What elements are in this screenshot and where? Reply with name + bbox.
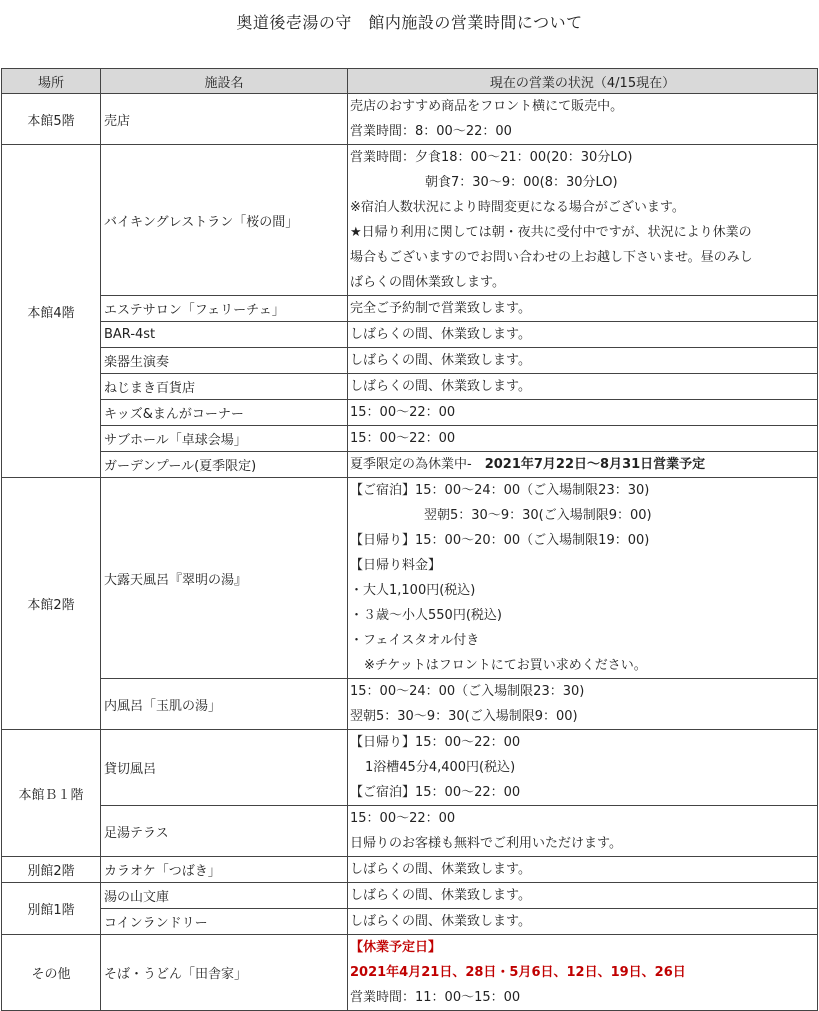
facility-cell: コインランドリー — [101, 909, 348, 935]
facility-cell: 内風呂「玉肌の湯」 — [101, 679, 348, 730]
table-row — [2, 452, 818, 478]
status-line: 売店のおすすめ商品をフロント横にて販売中。 — [350, 99, 624, 114]
status-line: 翌朝5：30〜9：30(ご入場制限9：00) — [424, 508, 652, 523]
facility-cell: 楽器生演奏 — [101, 348, 348, 374]
facility-cell: 大露天風呂『翠明の湯』 — [101, 478, 348, 679]
table-row — [2, 730, 818, 806]
table-row — [2, 806, 818, 857]
status-line: ※宿泊人数状況により時間変更になる場合がございます。 — [350, 200, 685, 215]
facility-cell: サブホール「卓球会場」 — [101, 426, 348, 452]
facility-cell: バイキングレストラン「桜の間」 — [101, 145, 348, 296]
status-line: 翌朝5：30〜9：30(ご入場制限9：00) — [350, 709, 578, 724]
table-row — [2, 909, 818, 935]
closure-heading: 【休業予定日】 — [350, 940, 442, 955]
header-facility: 施設名 — [101, 69, 348, 94]
status-line: 【日帰り】15：00〜20：00（ご入場制限19：00) — [350, 533, 650, 548]
status-cell — [348, 679, 818, 730]
facility-cell: 貸切風呂 — [101, 730, 348, 806]
status-line: ばらくの間休業致します。 — [350, 275, 505, 290]
status-cell — [348, 806, 818, 857]
table-row — [2, 348, 818, 374]
status-cell — [348, 374, 818, 400]
header-status: 現在の営業の状況（4/15現在） — [348, 69, 818, 94]
status-cell — [348, 94, 818, 145]
location-cell: 本館2階 — [2, 478, 101, 730]
status-line: 1浴槽45分4,400円(税込) — [365, 760, 516, 775]
status-cell — [348, 452, 818, 478]
status-line: 朝食7：30〜9：00(8：30分LO) — [425, 175, 618, 190]
hours-table — [1, 68, 818, 1011]
facility-cell: 湯の山文庫 — [101, 883, 348, 909]
status-line: 場合もございますのでお問い合わせの上お越し下さいませ。昼のみし — [350, 250, 753, 265]
table-row — [2, 426, 818, 452]
location-cell: 本館Ｂ１階 — [2, 730, 101, 857]
status-line: 営業時間：夕食18：00〜21：00(20：30分LO) — [350, 150, 633, 165]
location-cell: 別館2階 — [2, 857, 101, 883]
location-cell: 本館5階 — [2, 94, 101, 145]
status-cell — [348, 400, 818, 426]
location-cell: 別館1階 — [2, 883, 101, 935]
status-line: 営業時間：11：00〜15：00 — [350, 990, 521, 1005]
table-row — [2, 296, 818, 322]
table-row — [2, 94, 818, 145]
status-line: 15：00〜22：00 — [350, 405, 456, 420]
status-line: ・フェイスタオル付き — [350, 633, 480, 648]
status-line: 【日帰り料金】 — [350, 558, 442, 573]
status-line: 15：00〜22：00 — [350, 811, 456, 826]
location-cell: 本館4階 — [2, 145, 101, 478]
status-line: ※チケットはフロントにてお買い求めください。 — [364, 658, 647, 673]
table-header-row — [2, 69, 818, 94]
status-cell — [348, 478, 818, 679]
facility-cell: キッズ&まんがコーナー — [101, 400, 348, 426]
facility-cell: ガーデンプール(夏季限定) — [101, 452, 348, 478]
table-row — [2, 322, 818, 348]
facility-cell: エステサロン「フェリーチェ」 — [101, 296, 348, 322]
status-cell — [348, 909, 818, 935]
table-row — [2, 400, 818, 426]
facility-cell: BAR-4st — [101, 322, 348, 348]
table-row — [2, 145, 818, 296]
header-location: 場所 — [2, 69, 101, 94]
facility-cell: 売店 — [101, 94, 348, 145]
status-line: 【ご宿泊】15：00〜22：00 — [350, 785, 521, 800]
status-line: ・大人1,100円(税込) — [350, 583, 476, 598]
status-line: しばらくの間、休業致します。 — [350, 353, 531, 368]
status-line: しばらくの間、休業致します。 — [350, 379, 531, 394]
status-line: ★日帰り利用に関しては朝・夜共に受付中ですが、状況により休業の — [350, 225, 752, 240]
status-cell — [348, 857, 818, 883]
status-line: 日帰りのお客様も無料でご利用いただけます。 — [350, 836, 622, 851]
status-line: 営業時間：8：00〜22：00 — [350, 124, 512, 139]
status-line: 【ご宿泊】15：00〜24：00（ご入場制限23：30) — [350, 483, 650, 498]
status-line: しばらくの間、休業致します。 — [350, 327, 531, 342]
table-row — [2, 374, 818, 400]
status-prefix: 夏季限定の為休業中- — [350, 457, 485, 472]
table-row — [2, 478, 818, 679]
status-line — [350, 452, 815, 477]
table-row — [2, 679, 818, 730]
status-line: しばらくの間、休業致します。 — [350, 914, 531, 929]
closure-dates: 2021年4月21日、28日・5月6日、12日、19日、26日 — [350, 965, 686, 980]
status-line: 完全ご予約制で営業致します。 — [350, 301, 531, 316]
status-line: ・３歳〜小人550円(税込) — [350, 608, 502, 623]
table-row — [2, 935, 818, 1011]
status-cell — [348, 296, 818, 322]
status-line: 15：00〜22：00 — [350, 431, 456, 446]
status-highlight: 2021年7月22日〜8月31日営業予定 — [484, 457, 706, 472]
status-cell — [348, 935, 818, 1011]
facility-cell: 足湯テラス — [101, 806, 348, 857]
status-cell — [348, 426, 818, 452]
status-line: 【日帰り】15：00〜22：00 — [350, 735, 521, 750]
table-row — [2, 857, 818, 883]
page-title: 奥道後壱湯の守 館内施設の営業時間について — [236, 13, 583, 32]
status-line: しばらくの間、休業致します。 — [350, 888, 531, 903]
location-cell: その他 — [2, 935, 101, 1011]
status-line: しばらくの間、休業致します。 — [350, 862, 531, 877]
facility-cell: ねじまき百貨店 — [101, 374, 348, 400]
status-cell — [348, 322, 818, 348]
table-row — [2, 883, 818, 909]
facility-cell: カラオケ「つばき」 — [101, 857, 348, 883]
facility-cell: そば・うどん「田舎家」 — [101, 935, 348, 1011]
status-cell — [348, 883, 818, 909]
status-line: 15：00〜24：00（ご入場制限23：30) — [350, 684, 585, 699]
status-cell — [348, 730, 818, 806]
status-cell — [348, 145, 818, 296]
status-cell — [348, 348, 818, 374]
